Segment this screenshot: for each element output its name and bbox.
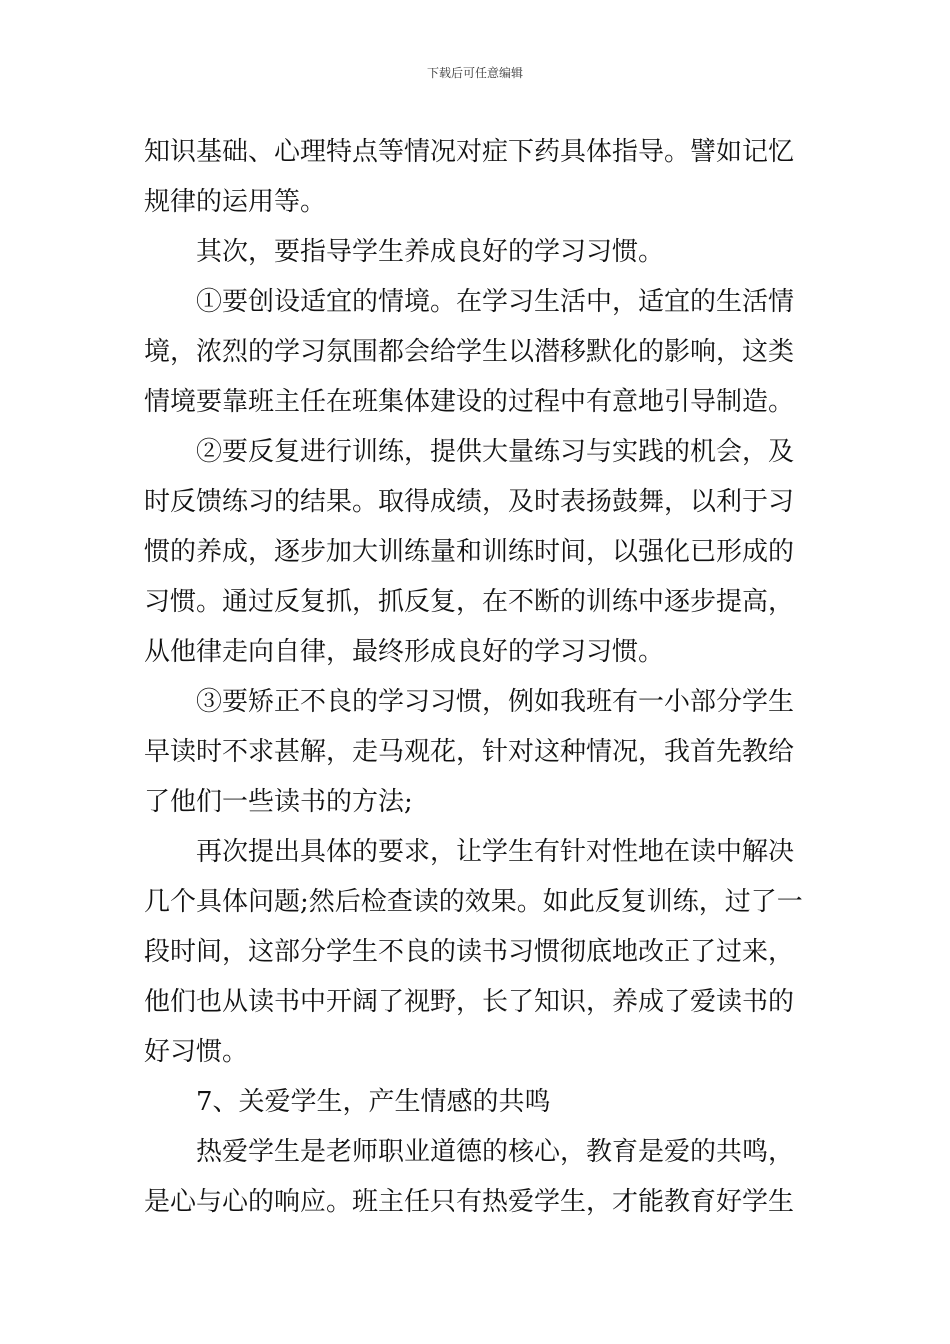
text-line: 7、关爱学生，产生情感的共鸣 <box>196 1087 551 1117</box>
text-line: 规律的运用等。 <box>144 187 327 217</box>
header-text: 下载后可任意编辑 <box>426 66 523 80</box>
text-line: 再次提出具体的要求，让学生有针对性地在读中解决 <box>196 837 795 867</box>
page-header <box>0 66 950 80</box>
text-line: 情境要靠班主任在班集体建设的过程中有意地引导制造。 <box>144 387 795 417</box>
text-line: 了他们一些读书的方法; <box>144 787 413 817</box>
paragraph <box>144 227 808 277</box>
text-line: 段时间，这部分学生不良的读书习惯彻底地改正了过来， <box>144 937 795 967</box>
text-line: ③要矫正不良的学习习惯，例如我班有一小部分学生 <box>196 687 795 717</box>
paragraph <box>144 127 808 227</box>
text-line: 几个具体问题;然后检查读的效果。如此反复训练，过了一 <box>144 887 803 917</box>
paragraph <box>144 677 808 827</box>
text-line: 习惯。通过反复抓，抓反复，在不断的训练中逐步提高， <box>144 587 795 617</box>
text-line: 惯的养成，逐步加大训练量和训练时间，以强化已形成的 <box>144 537 795 567</box>
paragraph <box>144 1127 808 1227</box>
document-body <box>144 127 808 1227</box>
text-line: 境，浓烈的学习氛围都会给学生以潜移默化的影响，这类 <box>144 337 795 367</box>
text-line: 其次，要指导学生养成良好的学习习惯。 <box>196 237 665 267</box>
text-line: ①要创设适宜的情境。在学习生活中，适宜的生活情 <box>196 287 795 317</box>
text-line: 时反馈练习的结果。取得成绩，及时表扬鼓舞，以利于习 <box>144 487 795 517</box>
text-line: 好习惯。 <box>144 1037 249 1067</box>
text-line: 热爱学生是老师职业道德的核心，教育是爱的共鸣， <box>196 1137 795 1167</box>
text-line: 早读时不求甚解，走马观花，针对这种情况，我首先教给 <box>144 737 795 767</box>
paragraph <box>144 1077 808 1127</box>
paragraph <box>144 277 808 427</box>
text-line: 是心与心的响应。班主任只有热爱学生，才能教育好学生 <box>144 1187 795 1217</box>
text-line: 他们也从读书中开阔了视野，长了知识，养成了爱读书的 <box>144 987 795 1017</box>
paragraph <box>144 827 808 1077</box>
paragraph <box>144 427 808 677</box>
text-line: 从他律走向自律，最终形成良好的学习习惯。 <box>144 637 665 667</box>
text-line: 知识基础、心理特点等情况对症下药具体指导。譬如记忆 <box>144 137 795 167</box>
text-line: ②要反复进行训练，提供大量练习与实践的机会，及 <box>196 437 795 467</box>
